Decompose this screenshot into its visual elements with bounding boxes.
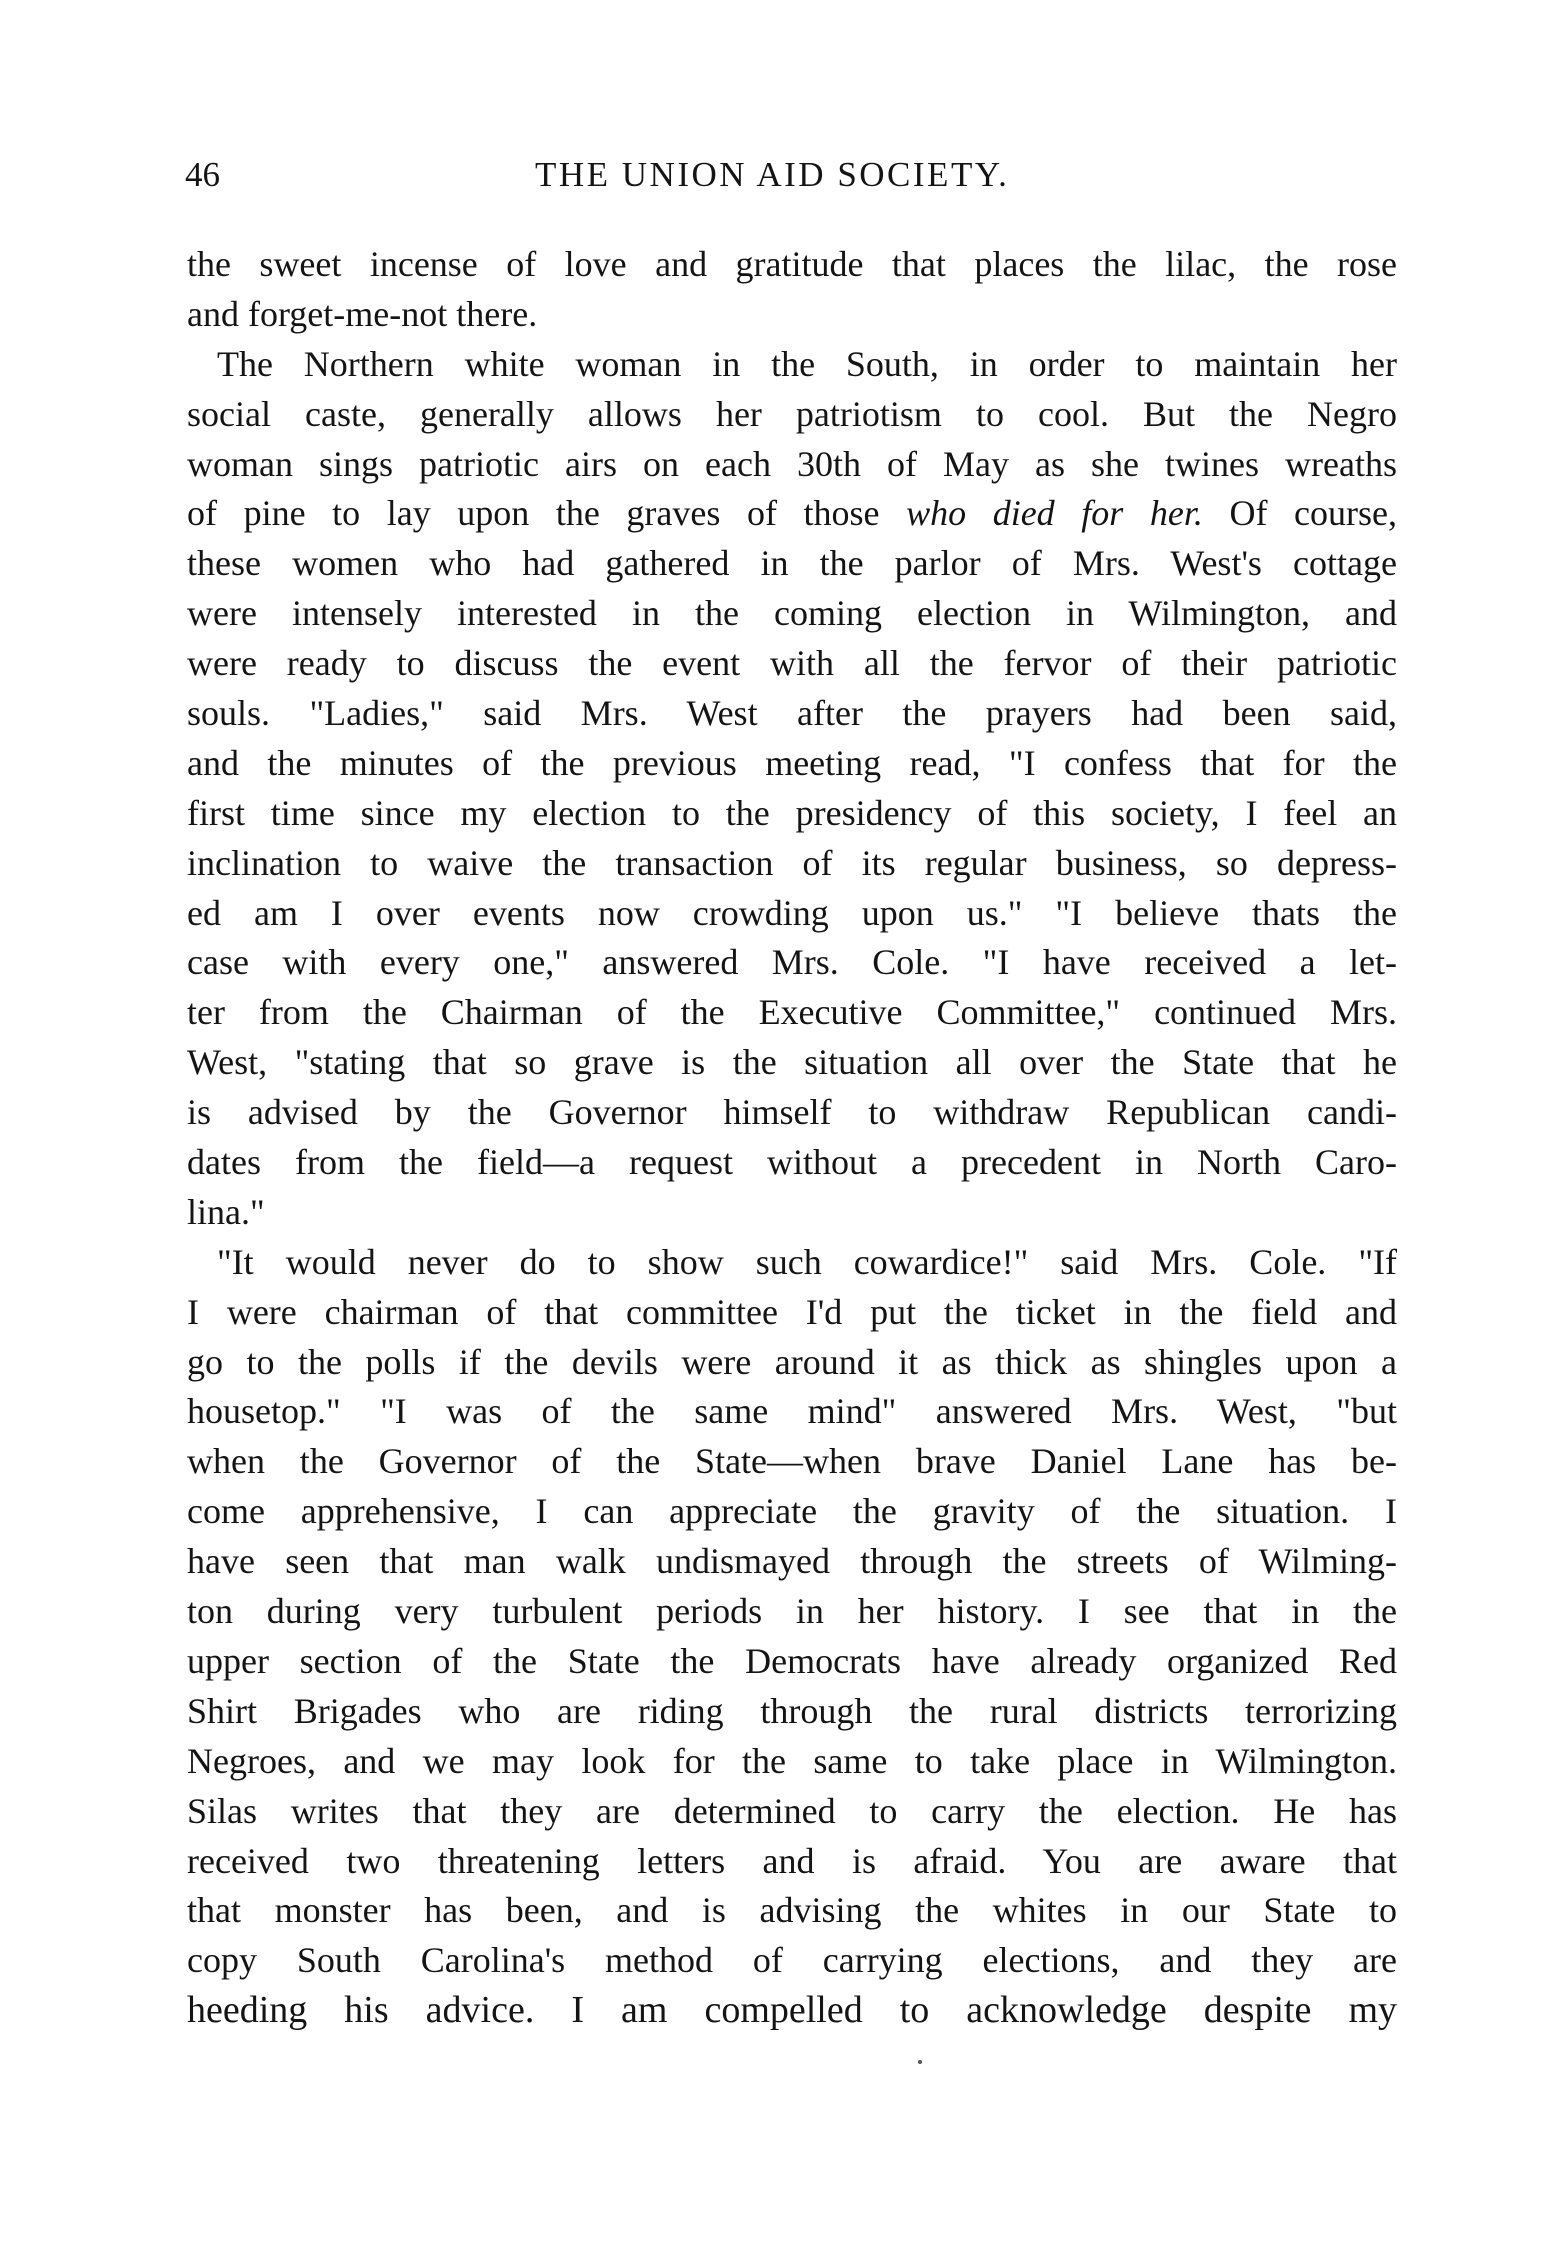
text-line: West, "stating that so grave is the situation all over the State that he xyxy=(187,1042,1397,1083)
text-line: the sweet incense of love and gratitude that places the lilac, the rose xyxy=(187,244,1397,284)
body-text xyxy=(187,240,1397,2036)
italic-phrase: who died for her. xyxy=(906,493,1203,534)
text-line: that monster has been, and is advising the whites in our State to xyxy=(187,1890,1397,1931)
text-line: and forget-me-not there. xyxy=(187,293,538,334)
text-line: Silas writes that they are determined to carry the election. He has xyxy=(187,1790,1397,1831)
text-line: woman sings patriotic airs on each 30th of May as she twines wreaths xyxy=(187,443,1397,484)
running-title: THE UNION AID SOCIETY. xyxy=(535,155,1010,194)
text-line: ton during very turbulent periods in her history. I see that in the xyxy=(187,1591,1397,1632)
text-line: housetop." "I was of the same mind" answered Mrs. West, "but xyxy=(187,1391,1397,1432)
text-line: case with every one," answered Mrs. Cole. "I have received a let- xyxy=(187,942,1397,983)
text-line: The Northern white woman in the South, in order to maintain her xyxy=(217,343,1397,384)
text-line: Negroes, and we may look for the same to take place in Wilmington. xyxy=(187,1740,1397,1781)
text-line-with-italic xyxy=(187,489,1397,539)
text-line: upper section of the State the Democrats have already organized Red xyxy=(187,1640,1397,1681)
text-line: Shirt Brigades who are riding through the rural districts terrorizing xyxy=(187,1690,1397,1731)
text-line: first time since my election to the presidency of this society, I feel an xyxy=(187,792,1397,833)
text-line: ed am I over events now crowding upon us." "I believe thats the xyxy=(187,892,1397,933)
text-line: is advised by the Governor himself to withdraw Republican candi- xyxy=(187,1092,1397,1133)
text-line: "It would never do to show such cowardice!" said Mrs. Cole. "If xyxy=(217,1241,1397,1282)
text-line: I were chairman of that committee I'd put the ticket in the field and xyxy=(187,1291,1397,1332)
text-line: ter from the Chairman of the Executive Committee," continued Mrs. xyxy=(187,992,1397,1033)
text-line: lina." xyxy=(187,1191,265,1232)
text-line: dates from the field—a request without a precedent in North Caro- xyxy=(187,1142,1397,1183)
text-line: were ready to discuss the event with all the fervor of their patriotic xyxy=(187,643,1397,684)
text-line: copy South Carolina's method of carrying elections, and they are xyxy=(187,1940,1397,1981)
text-line: and the minutes of the previous meeting read, "I confess that for the xyxy=(187,742,1397,783)
print-speck xyxy=(918,2060,922,2064)
text-line: inclination to waive the transaction of its regular business, so depress- xyxy=(187,842,1397,883)
text-line: when the Governor of the State—when brave Daniel Lane has be- xyxy=(187,1441,1397,1482)
text-line: souls. "Ladies," said Mrs. West after the prayers had been said, xyxy=(187,693,1397,734)
text-line: received two threatening letters and is afraid. You are aware that xyxy=(187,1840,1397,1881)
text-line: were intensely interested in the coming election in Wilmington, and xyxy=(187,593,1397,634)
text-line: have seen that man walk undismayed through the streets of Wilming- xyxy=(187,1541,1397,1582)
page-number: 46 xyxy=(185,155,220,194)
text-run: of pine to lay upon the graves of those xyxy=(187,493,907,534)
text-line: social caste, generally allows her patriotism to cool. But the Negro xyxy=(187,393,1397,434)
text-line: these women who had gathered in the parlor of Mrs. West's cottage xyxy=(187,543,1397,584)
text-line: come apprehensive, I can appreciate the gravity of the situation. I xyxy=(187,1491,1397,1532)
running-head xyxy=(185,150,1385,210)
text-run: Of course, xyxy=(1202,493,1397,534)
text-line: go to the polls if the devils were around it as thick as shingles upon a xyxy=(187,1341,1397,1382)
text-line: heeding his advice. I am compelled to acknowledge despite my xyxy=(187,1989,1397,2032)
